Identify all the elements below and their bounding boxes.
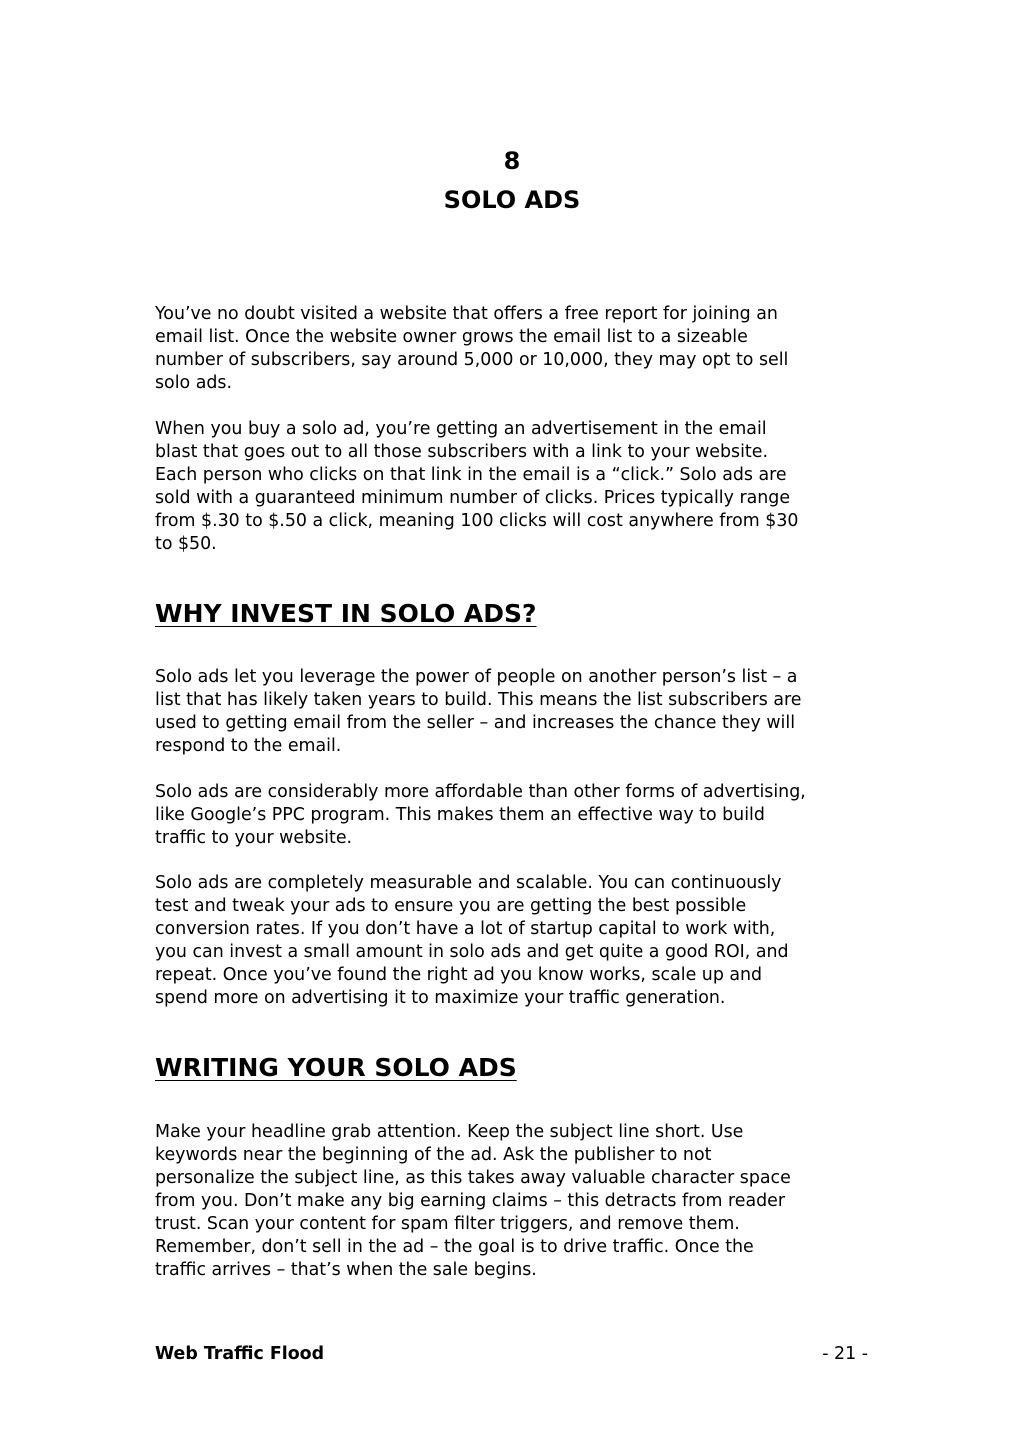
chapter-title: SOLO ADS [443, 186, 581, 214]
writing-paragraph-1: Make your headline grab attention. Keep the subject line short. Use keywords near the beginning of the ad. Ask the publisher to not personalize the subject line, as this takes away valuable character space from you. Don’t make any big earning claims – this detracts from reader trust. Scan your content for spam filter triggers, and remove them. Remember, don’t sell in the ad – the goal is to drive traffic. Once the traffic arrives – that’s when the sale begins. [155, 1122, 791, 1280]
section-heading-why-invest: WHY INVEST IN SOLO ADS? [155, 599, 537, 628]
chapter-number: 8 [503, 147, 521, 175]
intro-paragraph-2: When you buy a solo ad, you’re getting an advertisement in the email blast that goes out to all those subscribers with a link to your website. Each person who clicks on that link in the email is a “click.” Solo ads are sold with a guaranteed minimum number of clicks. Prices typically range from $.30 to $.50 a click, meaning 100 clicks will cost anywhere from $30 to $50. [155, 419, 799, 554]
why-invest-paragraph-3: Solo ads are completely measurable and scalable. You can continuously test and tweak your ads to ensure you are getting the best possible conversion rates. If you don’t have a lot of startup capital to work with, you can invest a small amount in solo ads and get quite a good ROI, and repeat. Once you’ve found the right ad you know works, scale up and spend more on advertising it to maximize your traffic generation. [155, 873, 789, 1008]
footer-book-title: Web Traffic Flood [155, 1344, 325, 1364]
why-invest-paragraph-2: Solo ads are considerably more affordable than other forms of advertising, like Google’s PPC program. This makes them an effective way to build traffic to your website. [155, 782, 806, 848]
section-heading-writing: WRITING YOUR SOLO ADS [155, 1053, 517, 1082]
footer-page-number: - 21 - [822, 1344, 868, 1364]
intro-paragraph-1: You’ve no doubt visited a website that offers a free report for joining an email list. Once the website owner grows the email list to a sizeable number of subscribers, say around 5,000 or 10,000, they may opt to sell solo ads. [155, 304, 789, 393]
why-invest-paragraph-1: Solo ads let you leverage the power of people on another person’s list – a list that has likely taken years to build. This means the list subscribers are used to getting email from the seller – and increases the chance they will respond to the email. [155, 667, 802, 756]
